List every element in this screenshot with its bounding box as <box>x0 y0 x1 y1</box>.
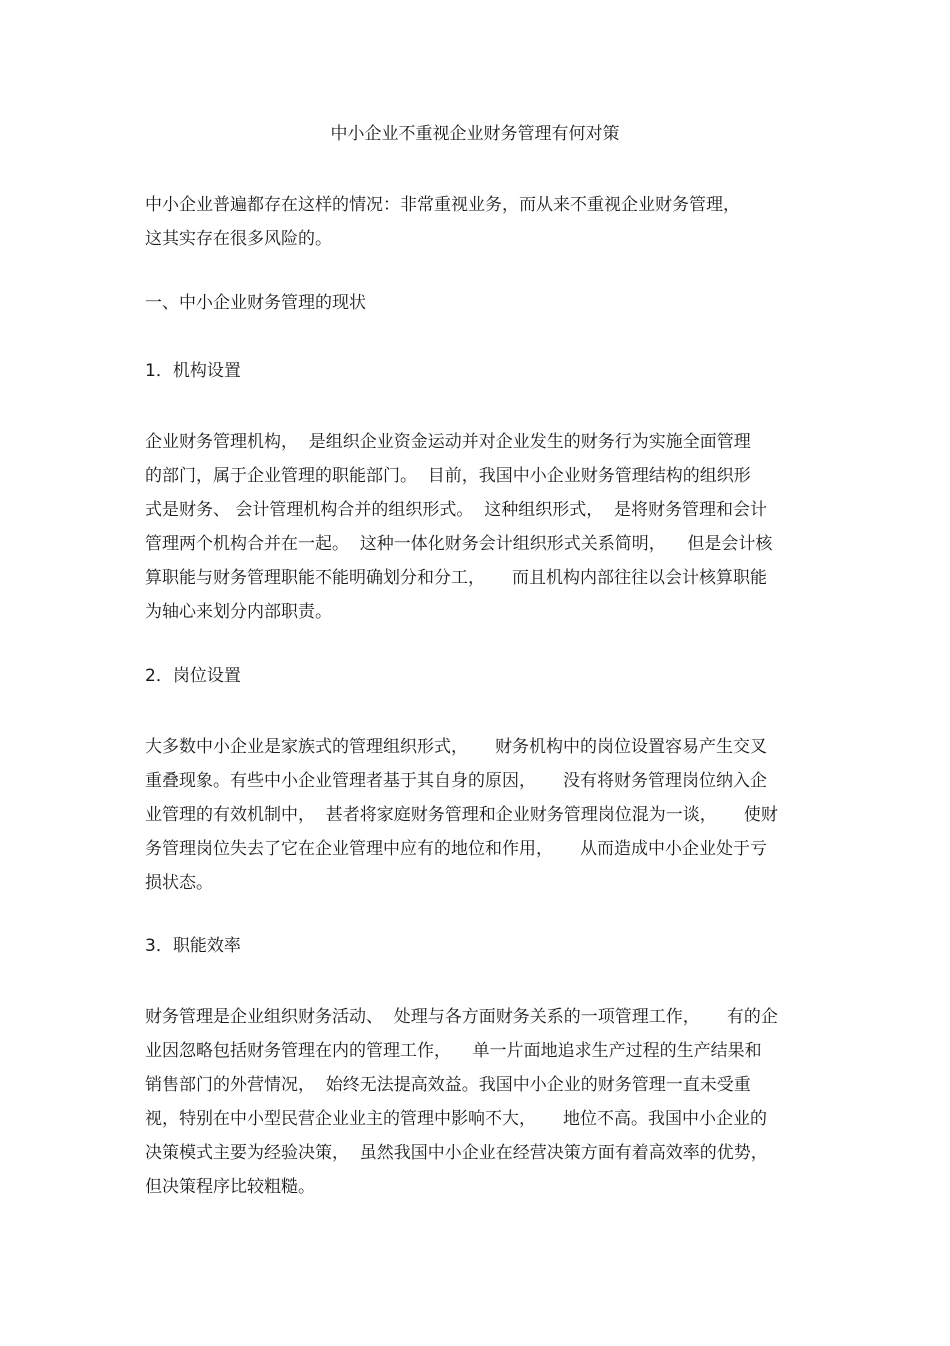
paragraph-positions <box>145 730 813 900</box>
paragraph-line: 重叠现象。有些中小企业管理者基于其自身的原因， 没有将财务管理岗位纳入企 <box>145 771 768 791</box>
paragraph-line: 企业财务管理机构， 是组织企业资金运动并对企业发生的财务行为实施全面管理 <box>145 432 751 452</box>
paragraph-line: 管理两个机构合并在一起。 这种一体化财务会计组织形式关系简明， 但是会计核 <box>145 534 773 554</box>
paragraph-line: 业因忽略包括财务管理在内的管理工作， 单一片面地追求生产过程的生产结果和 <box>145 1041 762 1061</box>
subheading-organization: 1．机构设置 <box>145 361 241 381</box>
paragraph-line: 但决策程序比较粗糙。 <box>145 1177 315 1197</box>
intro-line: 这其实存在很多风险的。 <box>145 229 332 249</box>
paragraph-line: 决策模式主要为经验决策， 虽然我国中小企业在经营决策方面有着高效率的优势， <box>145 1143 768 1163</box>
paragraph-organization <box>145 425 813 629</box>
paragraph-line: 算职能与财务管理职能不能明确划分和分工， 而且机构内部往往以会计核算职能 <box>145 568 768 588</box>
section-heading-status: 一、中小企业财务管理的现状 <box>145 293 366 313</box>
paragraph-line: 视，特别在中小型民营企业业主的管理中影响不大， 地位不高。我国中小企业的 <box>145 1109 768 1129</box>
paragraph-line: 业管理的有效机制中， 甚者将家庭财务管理和企业财务管理岗位混为一谈， 使财 <box>145 805 778 825</box>
subheading-efficiency: 3．职能效率 <box>145 936 241 956</box>
paragraph-line: 的部门，属于企业管理的职能部门。 目前，我国中小企业财务管理结构的组织形 <box>145 466 751 486</box>
intro-paragraph <box>145 188 813 256</box>
paragraph-line: 式是财务、 会计管理机构合并的组织形式。 这种组织形式， 是将财务管理和会计 <box>145 500 768 520</box>
intro-line: 中小企业普遍都存在这样的情况：非常重视业务，而从来不重视企业财务管理， <box>145 195 740 215</box>
paragraph-line: 损状态。 <box>145 873 213 893</box>
paragraph-line: 销售部门的外营情况， 始终无法提高效益。我国中小企业的财务管理一直未受重 <box>145 1075 751 1095</box>
paragraph-line: 为轴心来划分内部职责。 <box>145 602 332 622</box>
paragraph-line: 财务管理是企业组织财务活动、 处理与各方面财务关系的一项管理工作， 有的企 <box>145 1007 778 1027</box>
paragraph-line: 务管理岗位失去了它在企业管理中应有的地位和作用， 从而造成中小企业处于亏 <box>145 839 768 859</box>
document-title: 中小企业不重视企业财务管理有何对策 <box>330 124 620 144</box>
paragraph-efficiency <box>145 1000 813 1204</box>
paragraph-line: 大多数中小企业是家族式的管理组织形式， 财务机构中的岗位设置容易产生交叉 <box>145 737 768 757</box>
subheading-positions: 2．岗位设置 <box>145 666 241 686</box>
